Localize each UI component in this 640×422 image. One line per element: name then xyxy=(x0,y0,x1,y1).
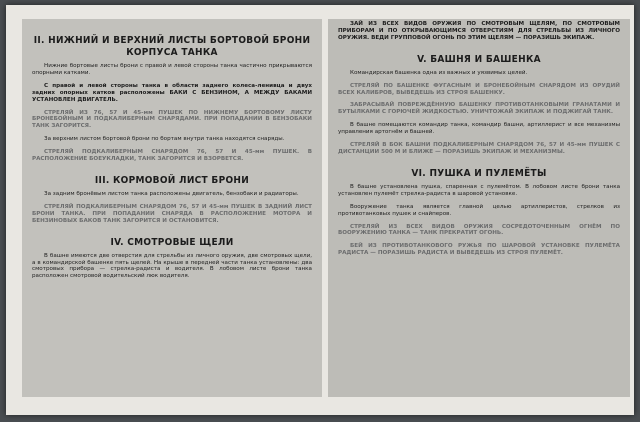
right-paragraph: ЗАБРАСЫВАЙ ПОВРЕЖДЁННУЮ БАШЕНКУ ПРОТИВОТАНКОВЫМИ ГРАНАТАМИ И БУТЫЛКАМИ С ГОРЮЧЕЙ ЖИДКОСТЬЮ. УНИЧТОЖАЙ ЭКИПАЖ И ПОДЖИГАЙ ТАНК. xyxy=(338,102,620,116)
left-paragraph: С правой и левой стороны танка в области заднего колеса-ленивца и двух задних опорных катков расположены БАКИ С БЕНЗИНОМ, А МЕЖДУ БАКАМИ УСТАНОВЛЕН ДВИГАТЕЛЬ. xyxy=(32,82,312,103)
right-page xyxy=(328,19,630,397)
left-paragraph: СТРЕЛЯЙ ПОДКАЛИБЕРНЫМ СНАРЯДОМ 76, 57 И 45-мм ПУШЕК В ЗАДНИЙ ЛИСТ БРОНИ ТАНКА. ПРИ ПОПАДАНИИ СНАРЯДА В РАСПОЛОЖЕНИЕ МОТОРА И БЕНЗИНОВЫХ БАКОВ ТАНК ЗАГОРИТСЯ И ОСТАНОВИТСЯ. xyxy=(32,203,312,224)
right-paragraph: СТРЕЛЯЙ В БОК БАШНИ ПОДКАЛИБЕРНЫМ СНАРЯДОМ 76, 57 И 45-мм ПУШЕК С ДИСТАНЦИИ 500 М И БЛИЖЕ — ПОРАЗИШЬ ЭКИПАЖ И МЕХАНИЗМЫ. xyxy=(338,142,620,155)
left-paragraph: За верхним листом бортовой брони по бортам внутри танка находятся снаряды. xyxy=(44,136,285,143)
left-paragraph: За задним бронёвым листом танка расположены двигатель, бензобаки и радиаторы. xyxy=(44,190,299,197)
left-paragraph: СТРЕЛЯЙ ПОДКАЛИБЕРНЫМ СНАРЯДОМ 76, 57 И 45-мм ПУШЕК. В РАСПОЛОЖЕНИЕ БОЕУКЛАДКИ, ТАНК ЗАГОРИТСЯ И ВЗОРВЕТСЯ. xyxy=(32,149,312,163)
right-paragraph: Командирская башенка одна из важных и уязвимых целей. xyxy=(350,69,528,76)
right-paragraph: ЗАЙ ИЗ ВСЕХ ВИДОВ ОРУЖИЯ ПО СМОТРОВЫМ ЩЕЛЯМ, ПО СМОТРОВЫМ ПРИБОРАМ И ПО ОТКРЫВАЮЩИМСЯ ОТВЕРСТИЯМ ДЛЯ СТРЕЛЬБЫ ИЗ ЛИЧНОГО ОРУЖИЯ. ВЕДИ ГРУППОВОЙ ОГОНЬ ПО ЭТИМ ЩЕЛЯМ — ПОРАЗИШЬ ЭКИПАЖ. xyxy=(338,21,620,41)
right-paragraph: СТРЕЛЯЙ ПО БАШЕНКЕ ФУГАСНЫМ И БРОНЕБОЙНЫМ СНАРЯДОМ ИЗ ОРУДИЙ ВСЕХ КАЛИБРОВ, ВЫВЕДЕШЬ ИЗ СТРОЯ БАШЕНКУ. xyxy=(338,82,620,96)
left-paragraph: СТРЕЛЯЙ ИЗ 76, 57 И 45-мм ПУШЕК ПО НИЖНЕМУ БОРТОВОМУ ЛИСТУ БРОНЕБОЙНЫМ И ПОДКАЛИБЕРНЫМ СНАРЯДАМИ. ПРИ ПОПАДАНИИ В БЕНЗОБАКИ ТАНК ЗАГОРИТСЯ. xyxy=(32,109,312,130)
right-paragraph: СТРЕЛЯЙ ИЗ ВСЕХ ВИДОВ ОРУЖИЯ СОСРЕДОТОЧЕННЫМ ОГНЁМ ПО ВООРУЖЕНИЮ ТАНКА — ТАНК ПРЕКРАТИТ ОГОНЬ. xyxy=(338,223,620,237)
left-paragraph: Нижние бортовые листы брони с правой и левой стороны танка частично прикрываются опорными катками. xyxy=(32,63,312,76)
right-paragraph: В башне установлена пушка, спаренная с пулемётом. В лобовом листе брони танка установлен пулемёт стрелка-радиста в шаровой установке. xyxy=(338,183,620,197)
right-section-heading: VI. ПУШКА И ПУЛЕМЁТЫ xyxy=(411,167,547,179)
left-section-heading: III. КОРМОВОЙ ЛИСТ БРОНИ xyxy=(94,174,250,186)
left-section-heading: IV. СМОТРОВЫЕ ЩЕЛИ xyxy=(110,236,234,248)
right-section-heading: V. БАШНЯ И БАШЕНКА xyxy=(417,53,541,65)
right-paragraph: БЕЙ ИЗ ПРОТИВОТАНКОВОГО РУЖЬЯ ПО ШАРОВОЙ УСТАНОВКЕ ПУЛЕМЁТА РАДИСТА — ПОРАЗИШЬ РАДИСТА И ВЫВЕДЕШЬ ИЗ СТРОЯ ПУЛЕМЁТ. xyxy=(338,243,620,257)
right-paragraph: Вооружение танка является главной целью артиллеристов, стрелков из противотанковых пушек и снайперов. xyxy=(338,203,620,217)
photo-print xyxy=(6,5,634,415)
left-page xyxy=(22,19,322,397)
left-section-heading: II. НИЖНИЙ И ВЕРХНИЙ ЛИСТЫ БОРТОВОЙ БРОНИ КОРПУСА ТАНКА xyxy=(33,35,311,58)
right-page-content xyxy=(328,19,630,257)
right-paragraph: В башне помещаются командир танка, командир башни, артиллерист и все механизмы управления артогнём и башней. xyxy=(338,122,620,136)
left-paragraph: В башне имеются две отверстия для стрельбы из личного оружия, две смотровых щели, а в командирской башенке пять щелей. На крыше в передней части танка установлены: два смотровых прибора — стрелка-радиста и водителя. В лобовом листе брони танка расположен смотровой водительский люк водителя. xyxy=(32,252,312,280)
left-page-content xyxy=(22,19,322,280)
